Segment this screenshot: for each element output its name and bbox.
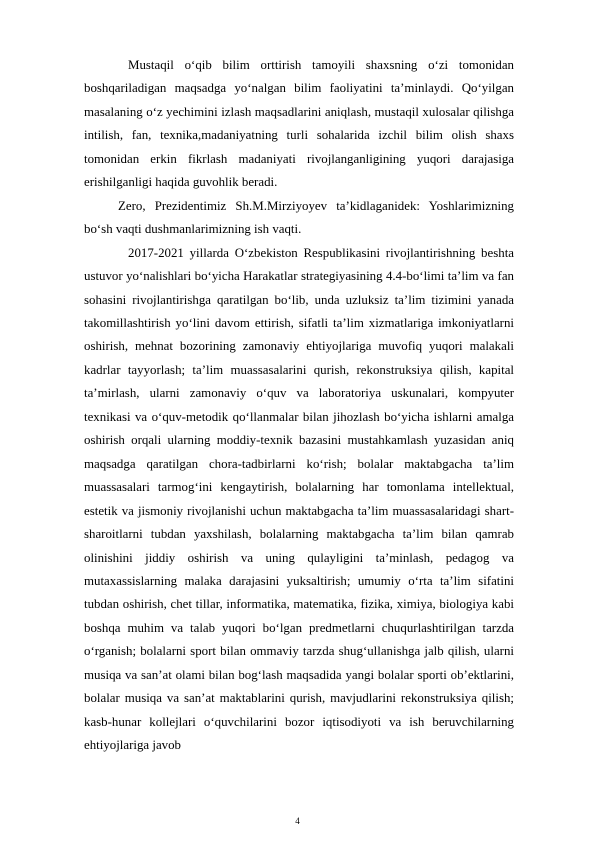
document-page	[84, 54, 514, 758]
paragraph-president-quote: Zero, Prezidentimiz Sh.M.Mirziyoyev ta’kidlaganidek: Yoshlarimizning bo‘sh vaqti dushmanlarimizning ish vaqti.	[84, 198, 514, 237]
page-number: 4	[295, 816, 300, 826]
paragraph-independent-learning: Mustaqil o‘qib bilim orttirish tamoyili shaxsning o‘zi tomonidan boshqariladigan maqsadga yo‘nalgan bilim faoliyatini ta’minlaydi. Qo‘yilgan masalaning o‘z yechimini izlash maqsadlarini aniqlash, mustaqil xulosalar qilishga intilish, fan, texnika,madaniyatning turli sohalarida izchil bilim olish shaxs tomonidan erkin fikrlash madaniyati rivojlanganligining yuqori darajasiga erishilganligi haqida guvohlik beradi.	[84, 58, 514, 190]
paragraph-action-strategy: 2017-2021 yillarda O‘zbekiston Respublikasini rivojlantirishning beshta ustuvor yo‘nalishlari bo‘yicha Harakatlar strategiyasining 4.4-bo‘limi ta’lim va fan sohasini rivojlantirishga qaratilgan bo‘lib, unda uzluksiz ta’lim tizimini yanada takomillashtirish yo‘lini davom ettirish, sifatli ta’lim xizmatlariga imkoniyatlarni oshirish, mehnat bozorining zamonaviy ehtiyojlariga muvofiq yuqori malakali kadrlar tayyorlash; ta’lim muassasalarini qurish, rekonstruksiya qilish, kapital ta’mirlash, ularni zamonaviy o‘quv va laboratoriya uskunalari, kompyuter texnikasi va o‘quv-metodik qo‘llanmalar bilan jihozlash bo‘yicha ishlarni amalga oshirish orqali ularning moddiy-texnik bazasini mustahkamlash yuzasidan aniq maqsadga qaratilgan chora-tadbirlarni ko‘rish; bolalar maktabgacha ta’lim muassasalari tarmog‘ini kengaytirish, bolalarning har tomonlama intellektual, estetik va jismoniy rivojlanishi uchun maktabgacha ta’lim muassasalaridagi shart-sharoitlarni tubdan yaxshilash, bolalarning maktabgacha ta’lim bilan qamrab olinishini jiddiy oshirish va uning qulayligini ta’minlash, pedagog va mutaxassislarning malaka darajasini yuksaltirish; umumiy o‘rta ta’lim sifatini tubdan oshirish, chet tillar, informatika, matematika, fizika, ximiya, biologiya kabi boshqa muhim va talab yuqori bo‘lgan predmetlarni chuqurlashtirilgan tarzda o‘rganish; bolalarni sport bilan ommaviy tarzda shug‘ullanishga jalb qilish, ularni musiqa va san’at olami bilan bog‘lash maqsadida yangi bolalar sporti ob’ektlarini, bolalar musiqa va san’at maktablarini qurish, mavjudlarini rekonstruksiya qilish; kasb-hunar kollejlari o‘quvchilarini bozor iqtisodiyoti va ish beruvchilarning ehtiyojlariga javob	[84, 245, 514, 753]
